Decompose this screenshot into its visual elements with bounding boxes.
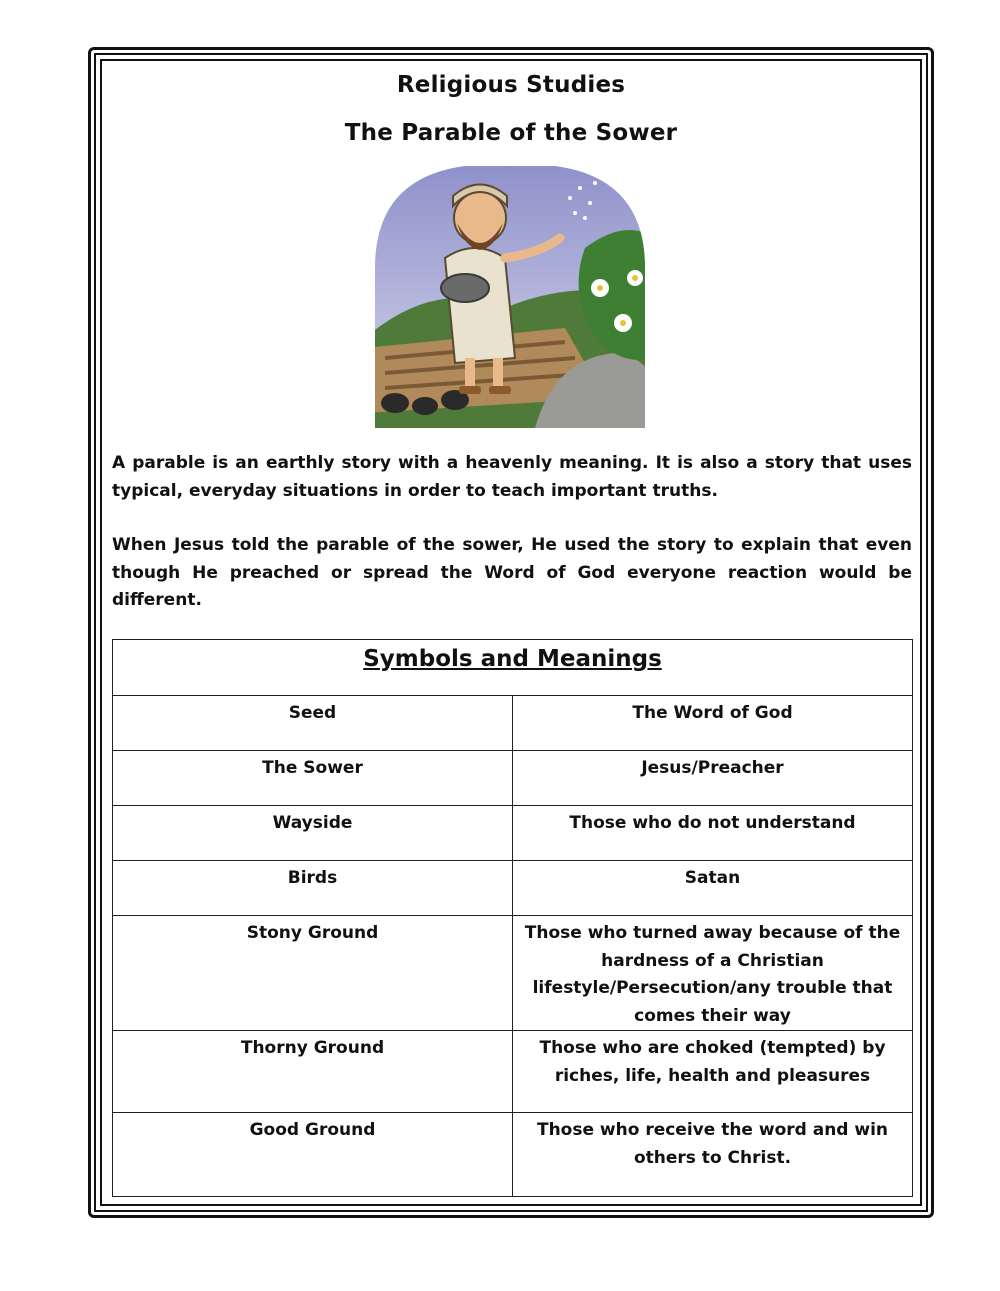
intro-paragraph-2: When Jesus told the parable of the sower, He used the story to explain that even though He preached or spread the Word of God everyone reaction would be different.: [112, 535, 912, 610]
symbol-cell: Thorny Ground: [113, 1031, 513, 1113]
table-row: [113, 861, 913, 916]
symbol-cell: The Sower: [113, 751, 513, 806]
symbol-cell: Stony Ground: [113, 916, 513, 1031]
meaning-cell: Those who are choked (tempted) by riches, life, health and pleasures: [513, 1031, 913, 1113]
table-row: [113, 916, 913, 1031]
symbol-cell: Seed: [113, 696, 513, 751]
meaning-cell: Jesus/Preacher: [513, 751, 913, 806]
table-row: [113, 751, 913, 806]
table-heading-row: [113, 640, 913, 696]
table-row: [113, 806, 913, 861]
table-heading: Symbols and Meanings: [113, 640, 913, 696]
page-title: The Parable of the Sower: [344, 120, 678, 146]
meaning-cell: Satan: [513, 861, 913, 916]
symbols-table: [112, 639, 913, 1197]
sower-illustration-icon: [365, 158, 655, 438]
intro-paragraph-1: A parable is an earthly story with a heavenly meaning. It is also a story that uses typical, everyday situations in order to teach important truths.: [112, 453, 912, 501]
table-row: [113, 1031, 913, 1113]
meaning-cell: Those who do not understand: [513, 806, 913, 861]
symbol-cell: Wayside: [113, 806, 513, 861]
meaning-cell: Those who turned away because of the hardness of a Christian lifestyle/Persecution/any trouble that comes their way: [513, 916, 913, 1031]
table-row: [113, 696, 913, 751]
symbol-cell: Birds: [113, 861, 513, 916]
symbol-cell: Good Ground: [113, 1113, 513, 1197]
subject-title: Religious Studies: [396, 72, 626, 98]
meaning-cell: Those who receive the word and win others to Christ.: [513, 1113, 913, 1197]
table-row: [113, 1113, 913, 1197]
meaning-cell: The Word of God: [513, 696, 913, 751]
